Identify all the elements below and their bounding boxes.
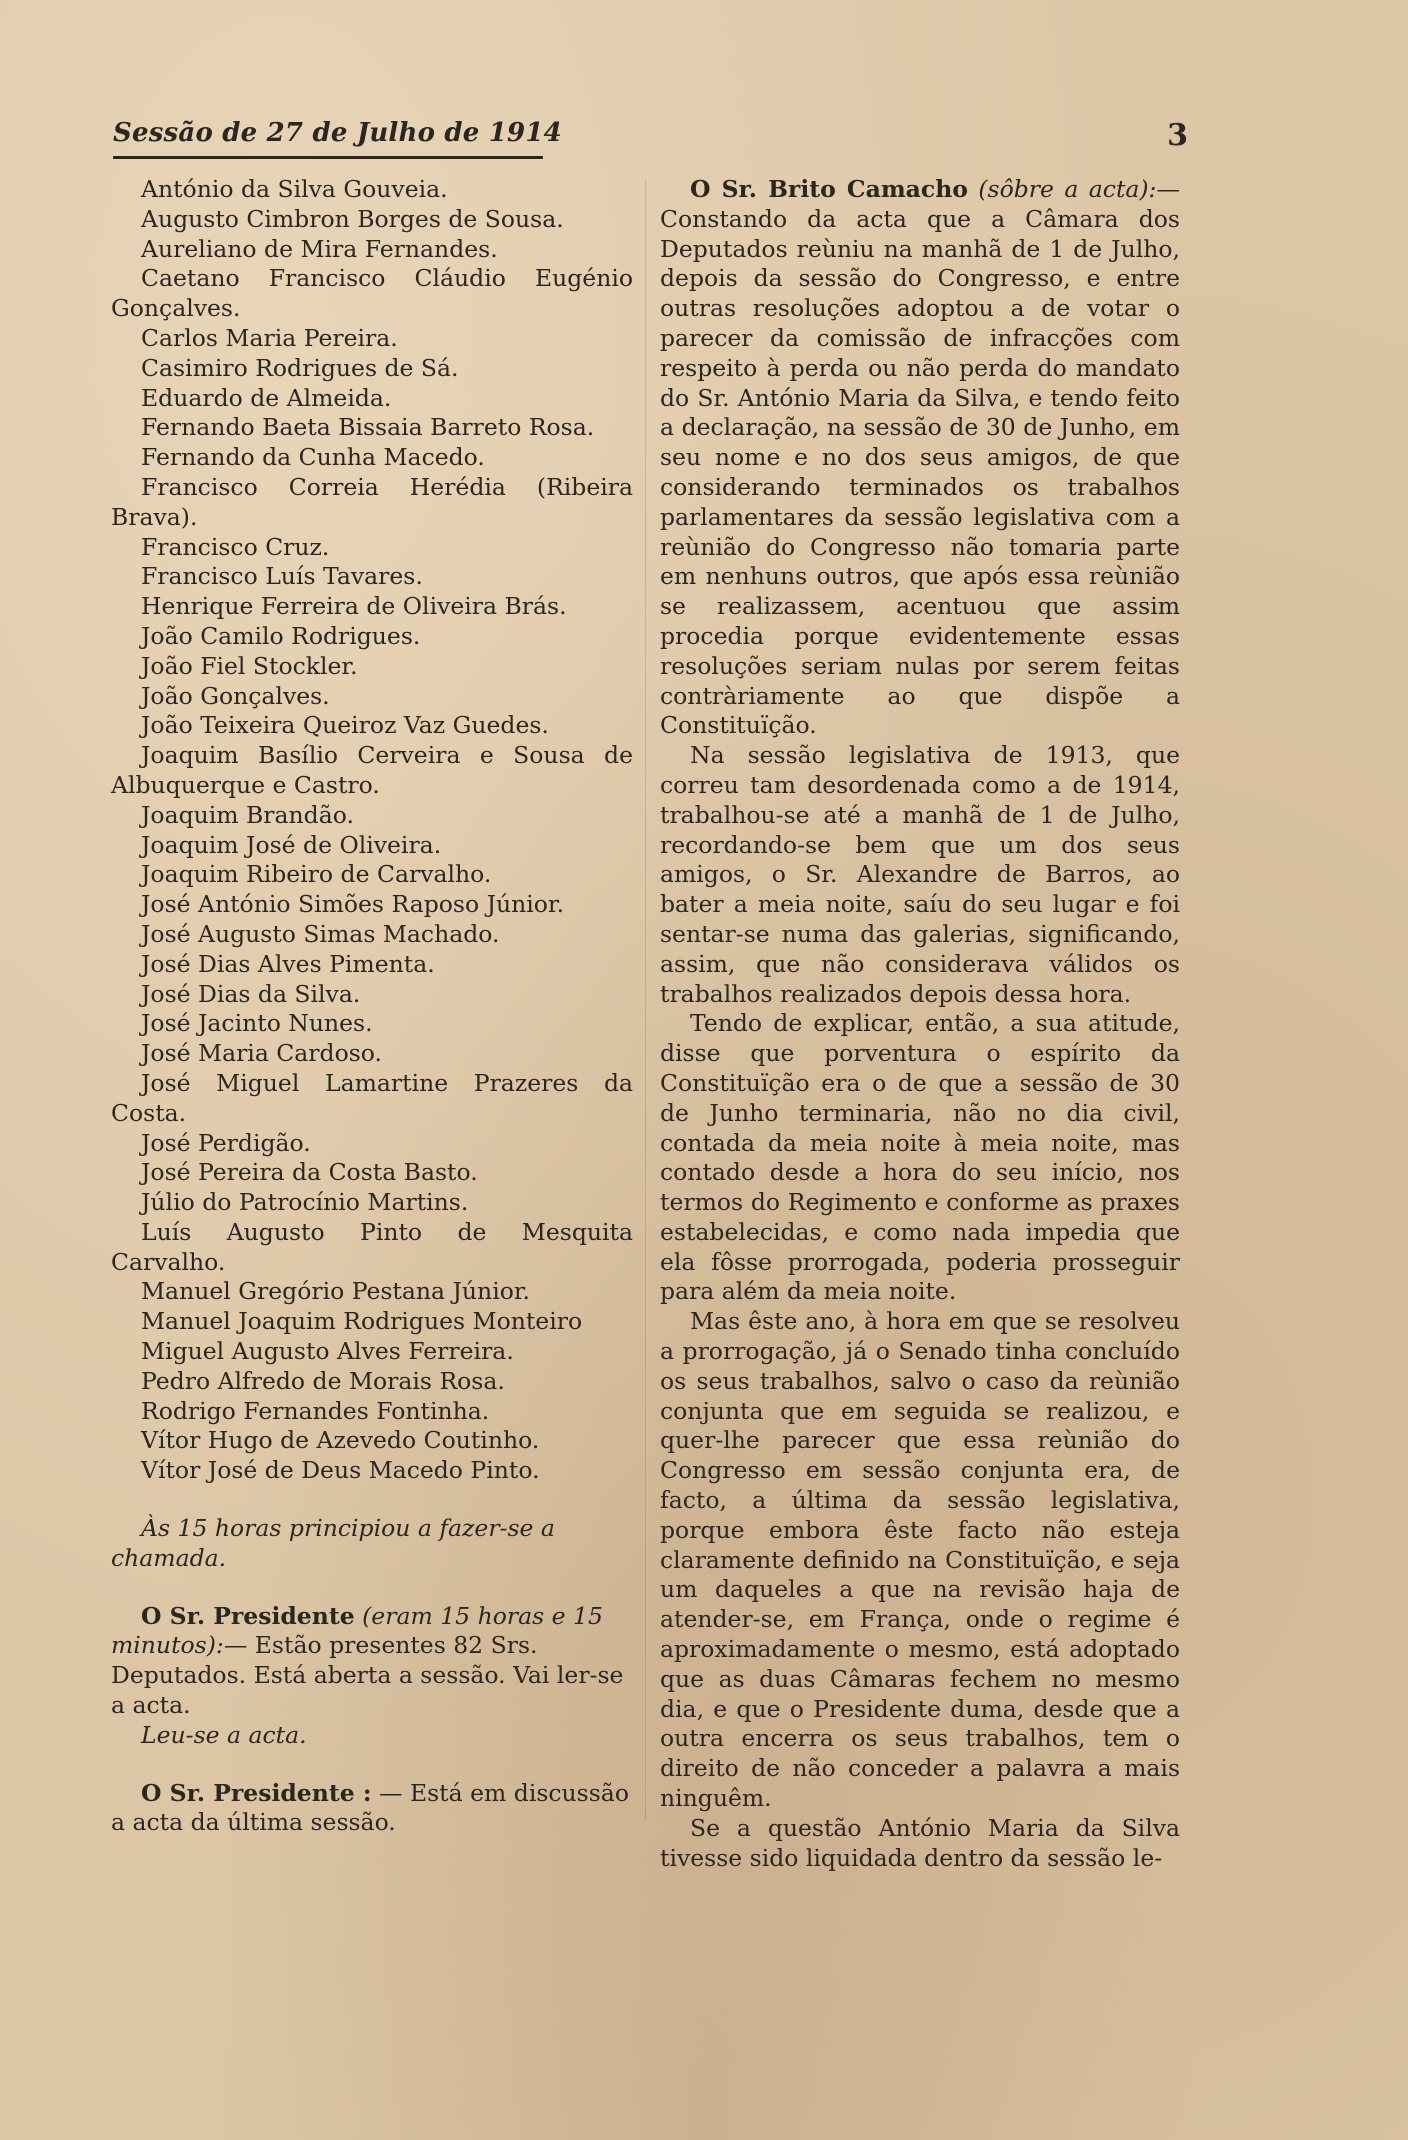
- deputy-name: Joaquim Brandão.: [141, 800, 354, 829]
- paragraph-2: Na sessão legislativa de 1913, que correu tam desordenada como a de 1914, trabalhou-se até a manhã de 1 de Julho, recordando-se bem que um dos seus amigos, o Sr. Alexandre de Barros, ao bater a meia noite, saíu do seu lugar e foi sentar-se numa das galerias, significando, assim, que não considerava válidos os trabalhos realizados depois dessa hora.: [660, 741, 1180, 1008]
- speaker-name: O Sr. Brito Camacho: [690, 175, 968, 203]
- column-divider: [645, 180, 646, 1820]
- deputy-name: João Teixeira Queiroz Vaz Guedes.: [141, 711, 549, 740]
- page-header: [113, 118, 1188, 162]
- deputy-name: Vítor José de Deus Macedo Pinto.: [141, 1456, 540, 1485]
- deputy-name: Augusto Cimbron Borges de Sousa.: [141, 204, 564, 233]
- remark-text: — Estão presentes 82 Srs. Deputados. Está aberta a sessão. Vai ler-se a acta.: [111, 1631, 624, 1720]
- deputy-name: Fernando Baeta Bissaia Barreto Rosa.: [141, 413, 595, 442]
- president-remark-1: [111, 1602, 633, 1721]
- deputy-name: Vítor Hugo de Azevedo Coutinho.: [141, 1426, 540, 1455]
- deputy-name: José Maria Cardoso.: [141, 1039, 382, 1068]
- paragraph-1: Constando da acta que a Câmara dos Deputados reùniu na manhã de 1 de Julho, depois da sessão do Congresso, e entre outras resoluções adoptou a de votar o parecer da comissão de infracções com respeito à perda ou não perda do mandato do Sr. António Maria da Silva, e tendo feito a declaração, na sessão de 30 de Junho, em seu nome e no dos seus amigos, de que considerando terminados os trabalhos parlamentares da sessão legislativa com a reùnião do Congresso não tomaria parte em nenhuns outros, que após essa reùnião se realizassem, acentuou que assim procedia porque evidentemente essas resoluções seriam nulas por serem feitas contràriamente ao que dispõe a Constituïção.: [660, 204, 1180, 740]
- deputy-name: Joaquim Basílio Cerveira e Sousa de Albuquerque e Castro.: [111, 741, 633, 799]
- speech-intro: [660, 175, 1180, 741]
- deputy-name: José Augusto Simas Machado.: [141, 919, 500, 948]
- deputy-name: Henrique Ferreira de Oliveira Brás.: [141, 592, 567, 621]
- session-title: Sessão de 27 de Julho de 1914: [113, 118, 562, 148]
- deputy-name: Caetano Francisco Cláudio Eugénio Gonçalves.: [111, 264, 633, 323]
- speaker-aside: (eram 15 horas e 15 minutos):: [111, 1601, 603, 1660]
- deputy-name: João Fiel Stockler.: [141, 651, 358, 680]
- deputy-name: Pedro Alfredo de Morais Rosa.: [141, 1366, 505, 1395]
- deputy-name: Joaquim Ribeiro de Carvalho.: [141, 860, 492, 889]
- deputy-name: José Miguel Lamartine Prazeres da Costa.: [111, 1068, 633, 1127]
- deputy-name: Joaquim José de Oliveira.: [141, 830, 442, 859]
- page-number: 3: [1167, 118, 1188, 153]
- deputy-name: Francisco Correia Herédia (Ribeira Brava).: [111, 472, 633, 531]
- speaker-name: O Sr. Presidente: [141, 1601, 355, 1630]
- deputy-name: Casimiro Rodrigues de Sá.: [141, 353, 459, 382]
- deputies-list: [111, 175, 633, 1486]
- deputy-name: Fernando da Cunha Macedo.: [141, 443, 485, 472]
- deputy-name: Júlio do Patrocínio Martins.: [141, 1188, 469, 1217]
- speaker-name: O Sr. Presidente :: [141, 1778, 372, 1807]
- deputy-name: José Pereira da Costa Basto.: [141, 1158, 478, 1187]
- speaker-aside: (sôbre a acta):—: [978, 175, 1180, 203]
- deputy-name: José Perdigão.: [141, 1128, 311, 1157]
- deputy-name: Luís Augusto Pinto de Mesquita Carvalho.: [111, 1217, 633, 1276]
- deputy-name: Miguel Augusto Alves Ferreira.: [141, 1337, 514, 1366]
- minutes-read-note: Leu-se a acta.: [141, 1720, 307, 1749]
- header-rule: [113, 156, 543, 159]
- president-remark-2: [111, 1779, 633, 1839]
- paragraph-5: Se a questão António Maria da Silva tivesse sido liquidada dentro da sessão le-: [660, 1813, 1180, 1872]
- deputy-name: Francisco Luís Tavares.: [141, 562, 423, 591]
- deputy-name: Rodrigo Fernandes Fontinha.: [141, 1396, 490, 1425]
- deputy-name: Manuel Gregório Pestana Júnior.: [141, 1277, 530, 1306]
- paragraph-4: Mas êste ano, à hora em que se resolveu a prorrogação, já o Senado tinha concluído os seus trabalhos, salvo o caso da reùnião conjunta que em seguida se realizou, e quer-lhe parecer que essa reùnião do Congresso em sessão conjunta era, de facto, a última da sessão legislativa, porque embora êste facto não esteja claramente definido na Constituïção, e seja um daqueles a que na revisão haja de atender-se, em França, onde o regime é aproximadamente o mesmo, está adoptado que as duas Câmaras fechem no mesmo dia, e que o Presidente duma, desde que a outra encerra os seus trabalhos, tem o direito de não conceder a palavra a mais ninguêm.: [660, 1307, 1180, 1813]
- deputy-name: Francisco Cruz.: [141, 532, 330, 561]
- deputy-name: José António Simões Raposo Júnior.: [141, 890, 565, 919]
- deputy-name: Aureliano de Mira Fernandes.: [141, 234, 498, 263]
- remark-text: — Está em discussão a acta da última sessão.: [111, 1778, 629, 1837]
- deputy-name: Carlos Maria Pereira.: [141, 323, 398, 352]
- deputy-name: Eduardo de Almeida.: [141, 383, 392, 412]
- right-column: [660, 175, 1180, 1873]
- deputy-name: António da Silva Gouveia.: [141, 175, 448, 203]
- deputy-name: José Dias Alves Pimenta.: [141, 949, 435, 978]
- roll-call-note: Às 15 horas principiou a fazer-se a chamada.: [111, 1514, 555, 1572]
- deputy-name: Manuel Joaquim Rodrigues Monteiro: [141, 1307, 583, 1336]
- deputy-name: João Camilo Rodrigues.: [141, 621, 421, 650]
- deputy-name: José Jacinto Nunes.: [141, 1009, 373, 1038]
- paragraph-3: Tendo de explicar, então, a sua atitude, disse que porventura o espírito da Constituïção era o de que a sessão de 30 de Junho terminaria, não no dia civil, contada da meia noite à meia noite, mas contado desde a hora do seu início, nos termos do Regimento e conforme as praxes estabelecidas, e como nada impedia que ela fôsse prorrogada, poderia prosseguir para além da meia noite.: [660, 1009, 1180, 1306]
- deputy-name: José Dias da Silva.: [141, 979, 361, 1008]
- left-column: [111, 175, 633, 1838]
- deputy-name: João Gonçalves.: [141, 681, 330, 710]
